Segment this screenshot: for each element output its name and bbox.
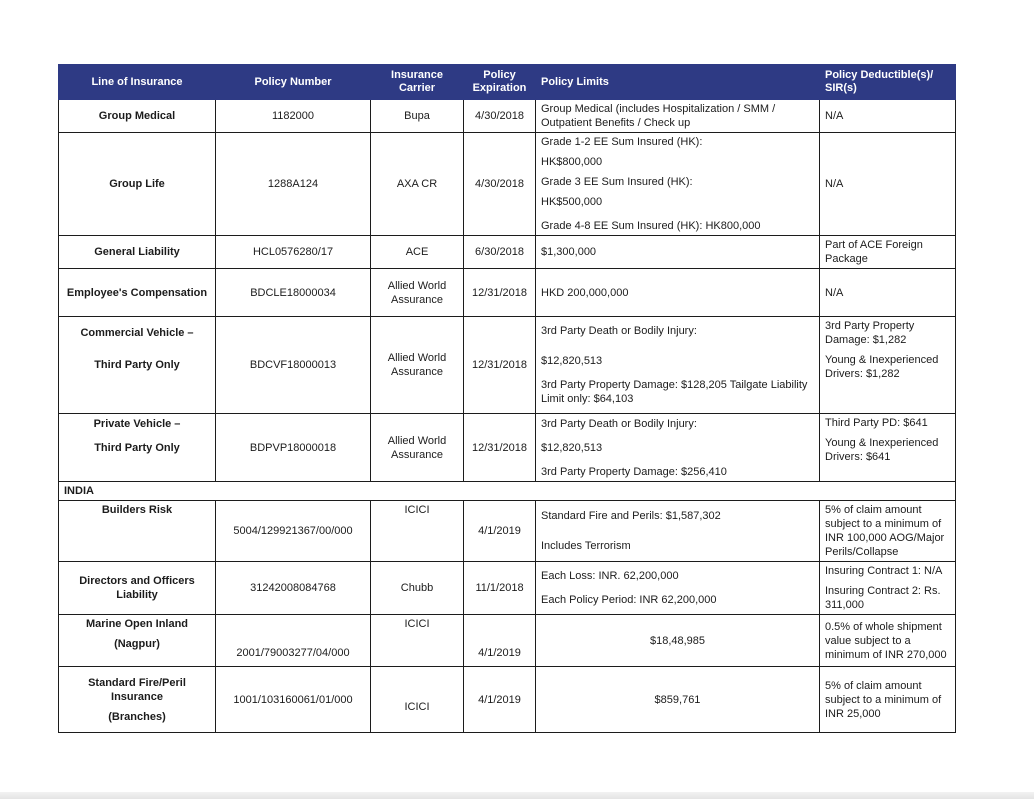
- policy-number: 1182000: [216, 100, 371, 133]
- policy-number: 1288A124: [216, 133, 371, 236]
- section-heading-india: INDIA: [59, 482, 956, 501]
- limit-line: Each Policy Period: INR 62,200,000: [541, 594, 717, 606]
- line-of-insurance-line: (Nagpur): [114, 638, 160, 650]
- policy-expiration: 12/31/2018: [464, 414, 536, 482]
- policy-number: HCL0576280/17: [216, 236, 371, 269]
- insurance-carrier: ICICI: [371, 615, 464, 667]
- policy-number: 2001/79003277/04/000: [216, 615, 371, 667]
- limit-line: Grade 4-8 EE Sum Insured (HK): HK800,000: [541, 220, 761, 232]
- policy-limits: [536, 414, 820, 482]
- policy-number: 31242008084768: [216, 562, 371, 615]
- policy-limits: Group Medical (includes Hospitalization / SMM / Outpatient Benefits / Check up: [536, 100, 820, 133]
- policy-limits: $18,48,985: [536, 615, 820, 667]
- limit-line: 3rd Party Death or Bodily Injury:: [541, 325, 697, 337]
- insurance-schedule-table: [58, 64, 956, 733]
- deductible-line: Insuring Contract 1: N/A: [825, 565, 943, 577]
- table-row: [59, 501, 956, 562]
- policy-deductible: [820, 414, 956, 482]
- policy-number: BDPVP18000018: [216, 414, 371, 482]
- limit-line: HK$500,000: [541, 196, 603, 208]
- policy-expiration: 6/30/2018: [464, 236, 536, 269]
- header-policy-expiration: Policy Expiration: [464, 65, 536, 100]
- limit-line: 3rd Party Death or Bodily Injury:: [541, 417, 697, 430]
- insurance-carrier: Allied World Assurance: [371, 317, 464, 414]
- table-row: [59, 667, 956, 733]
- header-policy-deductibles: Policy Deductible(s)/ SIR(s): [820, 65, 956, 100]
- line-of-insurance: General Liability: [59, 236, 216, 269]
- insurance-carrier: Chubb: [371, 562, 464, 615]
- policy-number: 1001/103160061/01/000: [216, 667, 371, 733]
- header-policy-number: Policy Number: [216, 65, 371, 100]
- policy-deductible: [820, 317, 956, 414]
- policy-number: 5004/129921367/00/000: [216, 501, 371, 562]
- line-of-insurance-line: Private Vehicle –: [93, 417, 181, 430]
- table-row: [59, 615, 956, 667]
- line-of-insurance-line: Third Party Only: [94, 441, 180, 454]
- policy-deductible: N/A: [820, 133, 956, 236]
- line-of-insurance-line: Third Party Only: [94, 359, 180, 371]
- deductible-line: 3rd Party Property Damage: $1,282: [825, 320, 915, 346]
- policy-limits: [536, 501, 820, 562]
- limit-line: 3rd Party Property Damage: $128,205 Tailgate Liability Limit only: $64,103: [541, 379, 808, 405]
- table-row: [59, 269, 956, 317]
- line-of-insurance: Group Life: [59, 133, 216, 236]
- policy-deductible: [820, 562, 956, 615]
- policy-expiration: 4/1/2019: [464, 667, 536, 733]
- page-edge: [0, 792, 1034, 799]
- line-of-insurance: [59, 615, 216, 667]
- line-of-insurance: Directors and Officers Liability: [59, 562, 216, 615]
- limit-line: Grade 1-2 EE Sum Insured (HK):: [541, 136, 703, 148]
- header-row: [59, 65, 956, 100]
- line-of-insurance-line: Marine Open Inland: [85, 618, 189, 630]
- line-of-insurance-line: Commercial Vehicle –: [80, 327, 194, 339]
- policy-limits: HKD 200,000,000: [536, 269, 820, 317]
- limit-line: Includes Terrorism: [541, 540, 631, 552]
- policy-expiration: 4/30/2018: [464, 100, 536, 133]
- policy-expiration: 4/30/2018: [464, 133, 536, 236]
- limit-line: HK$800,000: [541, 156, 603, 168]
- line-of-insurance-line: Standard Fire/Peril Insurance: [88, 676, 186, 703]
- policy-deductible: 5% of claim amount subject to a minimum of INR 100,000 AOG/Major Perils/Collapse: [820, 501, 956, 562]
- line-of-insurance-line: (Branches): [108, 710, 166, 723]
- policy-deductible: 5% of claim amount subject to a minimum of INR 25,000: [820, 667, 956, 733]
- line-of-insurance: [59, 667, 216, 733]
- policy-number: BDCLE18000034: [216, 269, 371, 317]
- insurance-carrier: ICICI: [371, 667, 464, 733]
- header-line-of-insurance: Line of Insurance: [59, 65, 216, 100]
- section-row: [59, 482, 956, 501]
- deductible-line: Young & Inexperienced Drivers: $641: [825, 437, 939, 463]
- insurance-carrier: ICICI: [371, 501, 464, 562]
- insurance-carrier: Bupa: [371, 100, 464, 133]
- limit-line: 3rd Party Property Damage: $256,410: [541, 465, 727, 478]
- line-of-insurance: Builders Risk: [59, 501, 216, 562]
- policy-deductible: N/A: [820, 269, 956, 317]
- limit-line: $12,820,513: [541, 355, 603, 367]
- policy-expiration: 11/1/2018: [464, 562, 536, 615]
- limit-line: Standard Fire and Perils: $1,587,302: [541, 510, 721, 522]
- policy-limits: $1,300,000: [536, 236, 820, 269]
- policy-deductible: 0.5% of whole shipment value subject to a minimum of INR 270,000: [820, 615, 956, 667]
- deductible-line: Insuring Contract 2: Rs. 311,000: [825, 585, 941, 611]
- policy-limits: [536, 317, 820, 414]
- line-of-insurance: [59, 414, 216, 482]
- policy-expiration: 12/31/2018: [464, 317, 536, 414]
- line-of-insurance: Employee's Compensation: [59, 269, 216, 317]
- line-of-insurance: Group Medical: [59, 100, 216, 133]
- policy-number: BDCVF18000013: [216, 317, 371, 414]
- line-of-insurance: [59, 317, 216, 414]
- insurance-carrier: Allied World Assurance: [371, 269, 464, 317]
- table-row: [59, 133, 956, 236]
- policy-expiration: 4/1/2019: [464, 615, 536, 667]
- table-row: [59, 317, 956, 414]
- policy-limits: $859,761: [536, 667, 820, 733]
- insurance-carrier: AXA CR: [371, 133, 464, 236]
- policy-deductible: N/A: [820, 100, 956, 133]
- header-insurance-carrier: Insurance Carrier: [371, 65, 464, 100]
- table-row: [59, 236, 956, 269]
- policy-expiration: 12/31/2018: [464, 269, 536, 317]
- limit-line: $12,820,513: [541, 441, 603, 454]
- table-row: [59, 562, 956, 615]
- insurance-carrier: ACE: [371, 236, 464, 269]
- policy-limits: [536, 562, 820, 615]
- policy-limits: [536, 133, 820, 236]
- deductible-line: Third Party PD: $641: [825, 417, 928, 429]
- table-row: [59, 414, 956, 482]
- table-row: [59, 100, 956, 133]
- insurance-carrier: Allied World Assurance: [371, 414, 464, 482]
- deductible-line: Young & Inexperienced Drivers: $1,282: [825, 354, 939, 380]
- limit-line: Grade 3 EE Sum Insured (HK):: [541, 176, 693, 188]
- policy-expiration: 4/1/2019: [464, 501, 536, 562]
- limit-line: Each Loss: INR. 62,200,000: [541, 570, 679, 582]
- header-policy-limits: Policy Limits: [536, 65, 820, 100]
- policy-deductible: Part of ACE Foreign Package: [820, 236, 956, 269]
